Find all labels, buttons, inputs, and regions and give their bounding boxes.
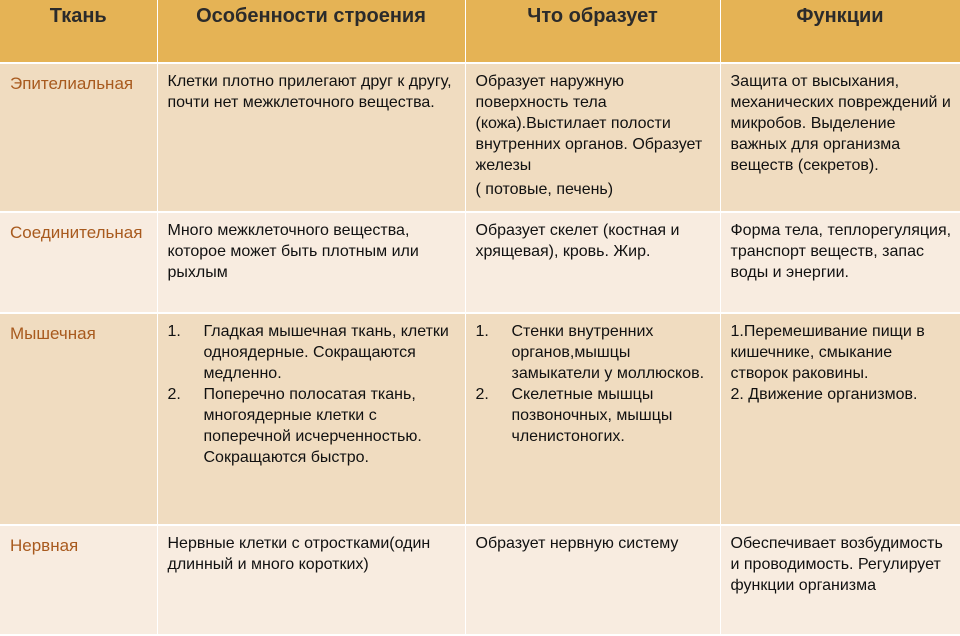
list-number: 2. (167, 386, 181, 403)
list-item (168, 321, 457, 384)
tissue-name: Соединительная (0, 212, 157, 313)
list-text: Гладкая мышечная ткань, клетки одноядерные. Сокращаются медленно. (203, 323, 449, 382)
list-number: 1. (475, 323, 489, 340)
list-number: 1. (167, 323, 181, 340)
structure-cell (157, 313, 465, 525)
header-row (0, 0, 960, 63)
forms-text: Образует наружную поверхность тела (кожа).Выстилает полости внутренних органов. Образует железы (475, 73, 703, 174)
table-row-muscle (0, 313, 960, 525)
header-tissue: Ткань (0, 0, 157, 63)
table-row-epithelial (0, 63, 960, 212)
list-item (168, 384, 457, 468)
header-structure: Особенности строения (157, 0, 465, 63)
functions-cell: Обеспечивает возбудимость и проводимость. Регулирует функции организма (720, 525, 960, 635)
forms-cell (465, 63, 720, 212)
functions-cell: Защита от высыхания, механических повреждений и микробов. Выделение важных для организма веществ (секретов). (720, 63, 960, 212)
forms-list (476, 321, 712, 447)
table-row-connective (0, 212, 960, 313)
forms-cell (465, 313, 720, 525)
table-row-nervous (0, 525, 960, 635)
structure-cell: Много межклеточного вещества, которое может быть плотным или рыхлым (157, 212, 465, 313)
tissue-name: Мышечная (0, 313, 157, 525)
header-forms: Что образует (465, 0, 720, 63)
list-text: Стенки внутренних органов,мышцы замыкатели у моллюсков. (511, 323, 705, 382)
structure-cell: Клетки плотно прилегают друг к другу, почти нет межклеточного вещества. (157, 63, 465, 212)
functions-cell: Форма тела, теплорегуляция, транспорт веществ, запас воды и энергии. (720, 212, 960, 313)
forms-cell: Образует нервную систему (465, 525, 720, 635)
tissue-name: Эпителиальная (0, 63, 157, 212)
list-item (476, 321, 712, 384)
functions-item-2: 2. Движение организмов. (730, 386, 918, 403)
list-text: Поперечно полосатая ткань, многоядерные клетки с поперечной исчерченностью. Сокращаются быстро. (203, 386, 422, 466)
list-number: 2. (475, 386, 489, 403)
functions-cell (720, 313, 960, 525)
structure-list (168, 321, 457, 468)
forms-extra-text: ( потовые, печень) (475, 181, 614, 198)
header-functions: Функции (720, 0, 960, 63)
list-text: Скелетные мышцы позвоночных, мышцы членистоногих. (511, 386, 673, 445)
list-item (476, 384, 712, 447)
structure-cell: Нервные клетки с отростками(один длинный и много коротких) (157, 525, 465, 635)
forms-cell: Образует скелет (костная и хрящевая), кровь. Жир. (465, 212, 720, 313)
functions-item-1: 1.Перемешивание пищи в кишечнике, смыкание створок раковины. (730, 323, 925, 382)
tissue-name: Нервная (0, 525, 157, 635)
